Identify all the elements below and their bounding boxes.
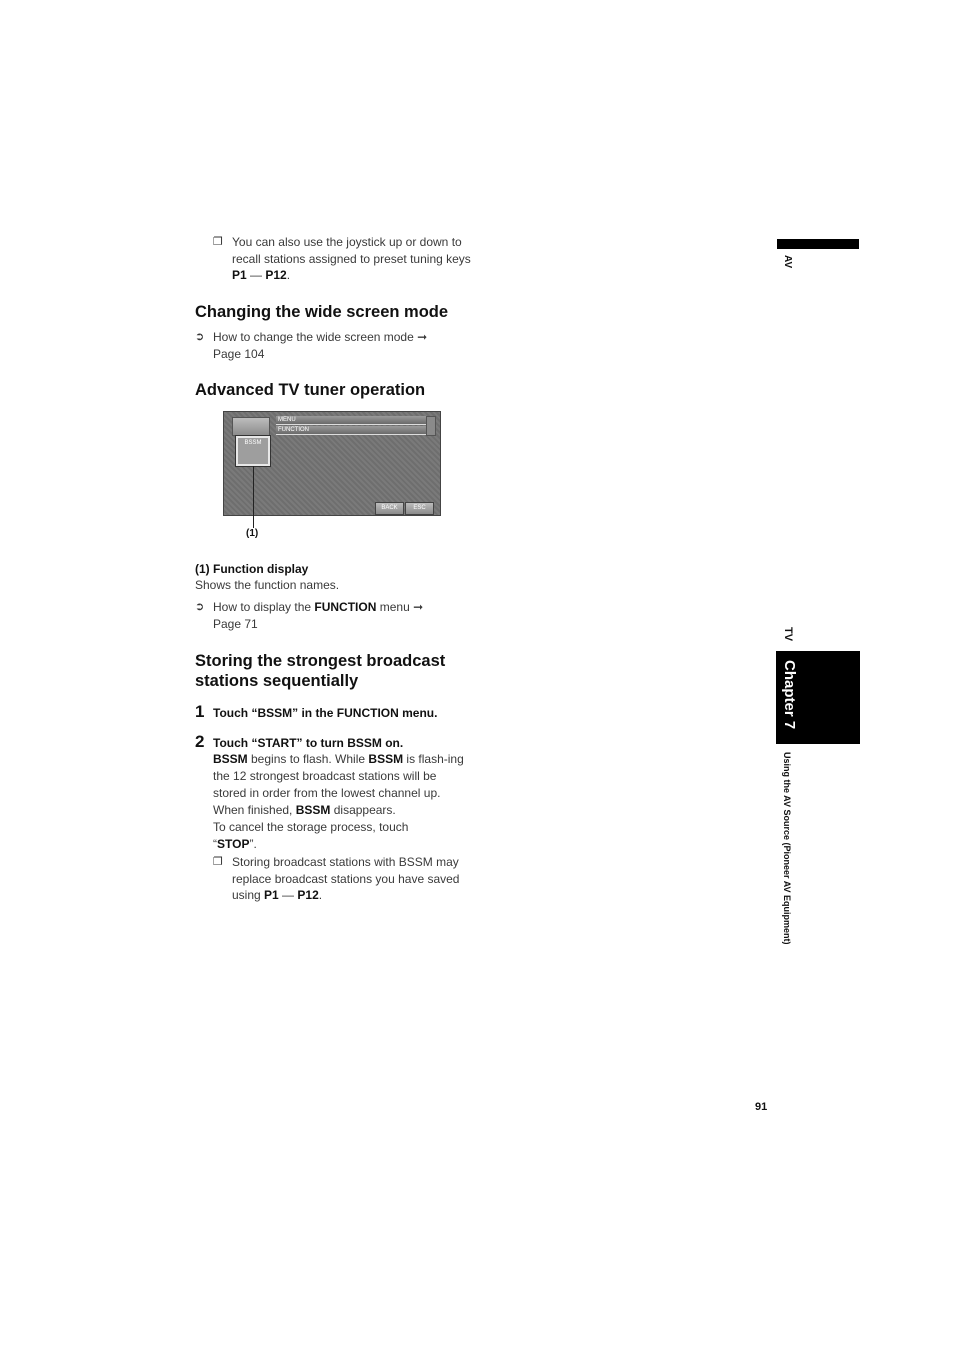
ref2-text-before: How to display the [213,600,315,614]
callout-label: (1) [246,528,259,539]
heading-wide-screen: Changing the wide screen mode [195,303,449,321]
screen-source-tab [232,417,270,436]
s2-q1: “ [213,837,217,851]
step1-c: menu. [398,706,438,720]
screen-side-control [426,416,436,436]
ref-wide-screen [195,329,455,362]
screen-menu-bar: MENU [276,416,428,425]
storing-note [213,854,473,904]
ref-text: How to change the wide screen mode ➞ [213,330,428,344]
step1-a: Touch “BSSM” in the [213,706,337,720]
ref-marker-2: ➲ [195,601,205,613]
ref-marker: ➲ [195,331,205,343]
function-display-title: (1) Function display [195,562,309,576]
step2-number: 2 [195,732,205,751]
intro-p1: P1 [232,268,247,282]
heading-advanced-tv: Advanced TV tuner operation [195,381,426,399]
heading-storing-line1: Storing the strongest broadcast [195,652,446,670]
step2-body [213,751,471,853]
chapter-tab [776,651,860,744]
note-end: . [318,888,323,902]
note-p1: P1 [264,888,279,902]
callout-line [253,466,254,528]
ref2-function-bold: FUNCTION [314,600,377,614]
ref2-text-after: menu ➞ [376,600,424,614]
s2-t5: To cancel the storage process, touch [213,820,409,834]
ref-function-menu [195,599,465,632]
step2-title: Touch “START” to turn BSSM on. [213,736,404,750]
note-p12: P12 [297,888,319,902]
side-av-label: AV [782,255,793,269]
chapter-label: Chapter 7 [781,660,798,730]
bssm-3: BSSM [295,803,331,817]
note-dash: — [278,888,298,902]
back-button[interactable]: BACK [375,502,404,515]
intro-note-text: You can also use the joystick up or down to recall stations assigned to preset tuning keys [232,235,471,266]
side-caption: Using the AV Source (Pioneer AV Equipment) [782,752,792,945]
s2-t2: is flash-ing the 12 strongest broadcast stations will be stored in order from the lowest channel up. [213,752,464,800]
bssm-button[interactable]: BSSM [236,436,270,466]
bssm-1: BSSM [213,752,248,766]
function-screen-image [223,411,441,516]
esc-button[interactable]: ESC [405,502,434,515]
side-bar-top [777,239,859,249]
note-marker-2: ❐ [213,856,223,868]
side-tv-label: TV [782,627,794,642]
ref2-page: Page 71 [213,616,258,631]
step1-title [213,706,437,720]
heading-storing-line2: stations sequentially [195,672,359,690]
s2-q2: ”. [249,837,257,851]
s2-t3: When finished, [213,803,296,817]
step1-b: FUNCTION [336,706,399,720]
s2-t4: disappears. [330,803,396,817]
s2-t1: begins to flash. While [247,752,369,766]
intro-dash: — [246,268,266,282]
function-display-desc: Shows the function names. [195,578,340,592]
intro-note [213,234,473,284]
bssm-2: BSSM [368,752,404,766]
heading-storing [195,651,445,691]
step1-number: 1 [195,702,205,721]
stop-bold: STOP [217,837,250,851]
note-marker: ❐ [213,236,223,248]
screen-function-bar: FUNCTION [276,426,428,435]
storing-note-text: Storing broadcast stations with BSSM may replace broadcast stations you have saved using [232,855,460,902]
intro-end: . [286,268,291,282]
ref-page: Page 104 [213,346,265,361]
intro-p12: P12 [265,268,287,282]
page-number: 91 [755,1101,768,1113]
